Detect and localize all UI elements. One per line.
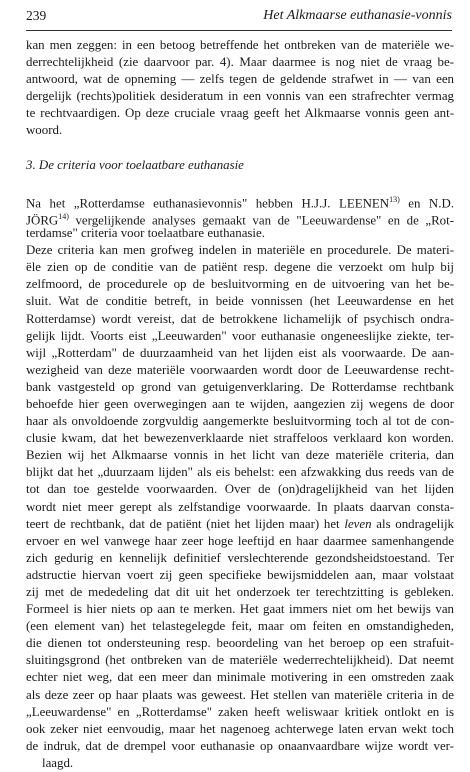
footnote-ref-14: 14) [58,211,69,221]
text-line: wezigheid van deze materiële voorwaarden wordt door de Leeuwardense recht- [26,362,454,377]
text-line: clusie kwam, dat het bewezenverklaarde niet straffeloos verklaard kon worden. [26,431,454,446]
text-line: laagd. [42,755,74,770]
running-title: Het Alkmaarse euthanasie-vonnis [263,8,452,23]
text-line: dergelijk (rechts)politiek desideratum in een vonnis van een strafrechter vermag [26,89,454,104]
text-line: haar als onvoldoende zorgvuldig aangemerkte besluitvorming toch al tot de con- [26,414,454,429]
text-line: bank vastgesteld op grond van getuigenverklaring. De Rotterdamse rechtbank [26,379,454,394]
text-fragment: teert de rechtbank, dat de patiënt (niet het lijden maar) het [26,516,340,531]
text-line: Deze criteria kan men grofweg indelen in materiële en procedurele. De materi- [26,243,454,258]
text-line: de indruk, dat de drempel voor euthanasie op onaanvaardbare wijze wordt ver- [26,738,454,753]
text-line: antwoord, wat de opneming — zelfs tegen de geldende strafwet in — van een [26,72,454,87]
text-line: sluit. Wat de conditie betreft, in beide vonnissen (het Leeuwardense en het [26,294,454,309]
text-fragment: JÖRG [26,213,59,228]
italic-emphasis: leven [344,516,372,531]
footnote-ref-13: 13) [389,194,400,204]
text-line: blijkt dat het „duurzaam lijden" als eis behelst: een afzwakking dus reeds van de [26,465,454,480]
text-line: zij met de mededeling dat dit uit het onderzoek ter terechtzitting is gebleken. [26,585,454,599]
text-line: wordt niet meer gerept als zelfstandige voorwaarde. In plaats daarvan consta- [26,499,454,514]
body-text [26,37,454,772]
text-line: behoefde hier geen overwegingen aan te wijden, aangezien zij wegens de door [26,396,454,411]
text-line: echter niet weg, dat een meer dan minimale motivering in een omstreden zaak [26,670,454,685]
paragraph-2 [26,191,454,242]
text-line: terdamse" criteria voor toelaatbare euthanasie. [26,226,265,241]
paragraph-3-lines-a [26,242,454,516]
text-line: kan men zeggen: in een betoog betreffende het ontbreken van de materiële we- [26,38,454,52]
text-line: ervoer en wel vanwege haar zeer hoge leeftijd en haar daarmee samenhangende [26,533,454,548]
running-header [26,8,452,30]
text-line: Rotterdamse) wordt vereist, dat de betrokkene lichamelijk of psychisch ondra- [26,311,454,326]
header-rule [26,30,452,31]
text-line: als deze zeer op haar plaats was geweest. Het stellen van materiële criteria in de [26,687,454,702]
text-line: wijl „Rotterdam" de duurzaamheid van het lijden eist als voorwaarde. De aan- [26,345,454,360]
text-line: te rechtvaardigen. Op deze cruciale vraag geeft het Alkmaarse vonnis geen ant- [26,106,454,121]
text-line: tot dan toe gestelde voorwaarden. Over de (on)dragelijkheid van het lijden [26,482,454,497]
text-line: adstructie hiervan voert zij geen specifieke bewijsmiddelen aan, maar volstaat [26,567,454,582]
section-heading: 3. De criteria voor toelaatbare euthanasie [26,157,244,172]
paragraph-3 [26,242,454,772]
text-fragment: Na het „Rotterdamse euthanasievonnis" hebben H.J.J. LEENEN [26,196,390,211]
text-fragment: en N.D. [399,196,454,211]
blank-line [26,140,454,157]
paragraph-1 [26,37,454,140]
text-line: woord. [26,123,63,138]
text-line: „Leeuwardense" en „Rotterdamse" zaken heeft weliswaar kritiek ontlokt en is [26,704,454,719]
text-line [26,516,454,533]
text-line: gelijk lijdt. Voorts eist „Leeuwarden" voor euthanasie ongeneeslijke ziekte, ter- [26,328,454,343]
blank-line [26,174,454,191]
text-line [26,208,454,228]
text-line [26,191,454,211]
paragraph-3-lines-b [26,533,454,755]
text-line: (een element van) het telastegelegde feit, maar om feiten en omstandigheden, [26,619,454,634]
text-line: zelfmoord, de procedurele op de besluitvorming en de uitvoering van het be- [26,277,454,292]
text-line: ook zeker niet eenvoudig, maar het nagenoeg achterwege laten ervan wekt toch [26,721,454,736]
text-line: Formeel is hier niets op aan te merken. Het gaat immers niet om het bewijs van [26,602,454,617]
page-number: 239 [26,8,47,23]
text-line: ële zien op de conditie van de patiënt resp. degene die verzoekt om hulp bij [26,260,454,275]
text-line: zich gedurig en kennelijk definitief verslechterende gezondsheidstoestand. Ter [26,550,454,565]
text-line: Bezien wij het Alkmaarse vonnis in het licht van deze materiële criteria, dan [26,448,454,463]
text-line: derrechtelijkheid (zie daarvoor par. 4). Maar daarmee is nog niet de vraag be- [26,55,454,70]
text-line: sluitingsgrond (het ontbreken van de materiële wederrechtelijkheid). Dat neemt [26,653,454,668]
text-fragment: vergelijkende analyses gemaakt van de "Leeuwardense" en de „Rot- [68,213,454,228]
text-line: die dienen tot ondersteuning resp. beoordeling van het beroep op een strafuit- [26,636,454,651]
text-fragment: als ondragelijk [371,516,454,531]
